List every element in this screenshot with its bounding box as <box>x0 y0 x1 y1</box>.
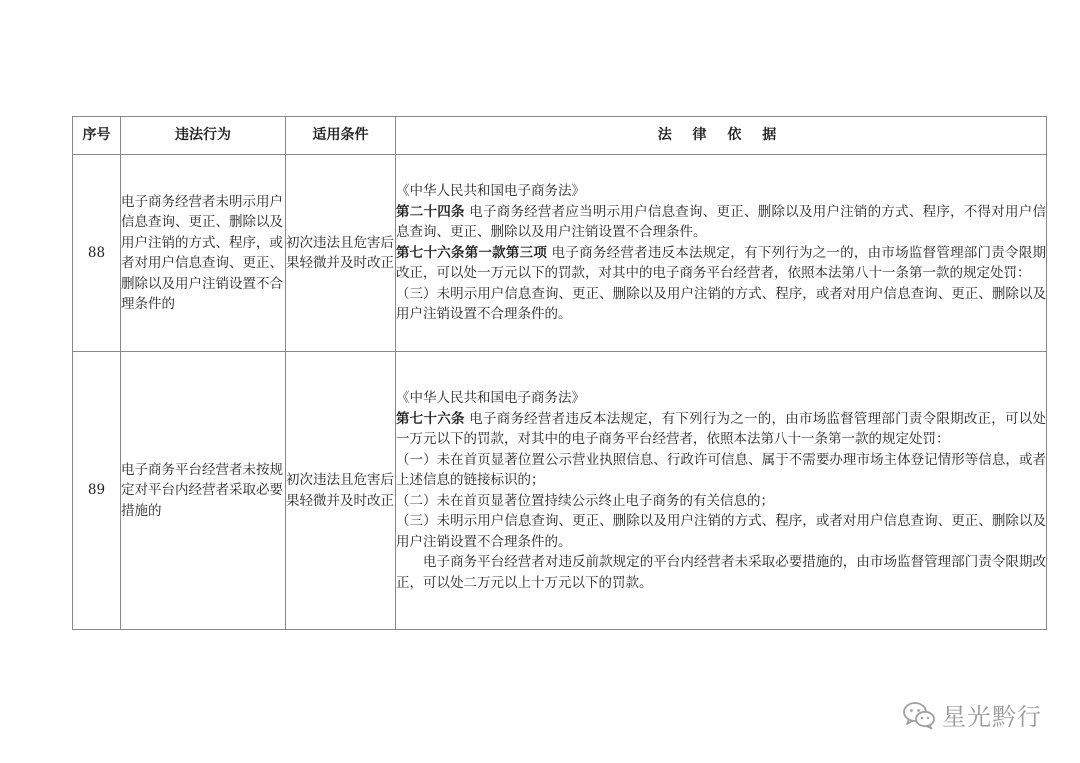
header-number: 序号 <box>73 117 121 155</box>
article-text: 电子商务经营者违反本法规定，有下列行为之一的，由市场监督管理部门责令限期改正，可以处一万元以下的罚款，对其中的电子商务平台经营者，依照本法第八十一条第一款的规定处罚： <box>396 410 1047 447</box>
watermark-text: 星光黔行 <box>942 703 1042 731</box>
article-item: （三）未明示用户信息查询、更正、删除以及用户注销的方式、程序，或者对用户信息查询、更正、删除以及用户注销设置不合理条件的。 <box>396 513 1046 550</box>
legal-basis <box>396 352 1047 630</box>
article-item: （二）未在首页显著位置持续公示终止电子商务的有关信息的； <box>396 492 774 509</box>
article-paragraph <box>396 409 1046 450</box>
law-title: 《中华人民共和国电子商务法》 <box>396 390 585 406</box>
header-violation: 违法行为 <box>121 117 286 155</box>
law-table <box>72 116 1047 630</box>
table-row <box>73 352 1047 630</box>
condition-text: 初次违法且危害后果轻微并及时改正 <box>286 352 396 630</box>
table-row <box>73 155 1047 352</box>
watermark <box>902 697 1042 732</box>
law-title: 《中华人民共和国电子商务法》 <box>396 183 585 200</box>
condition-text: 初次违法且危害后果轻微并及时改正 <box>286 155 396 352</box>
table-header-row <box>73 117 1047 155</box>
article-number: 第七十六条第一款第三项 <box>396 244 548 261</box>
article-number: 第七十六条 <box>396 410 465 427</box>
article-item: （三）未明示用户信息查询、更正、删除以及用户注销的方式、程序，或者对用户信息查询、更正、删除以及用户注销设置不合理条件的。 <box>396 285 1046 323</box>
violation-text: 电子商务平台经营者未按规定对平台内经营者采取必要措施的 <box>121 352 286 630</box>
wechat-icon <box>902 700 936 730</box>
legal-basis <box>396 155 1047 352</box>
header-legal-basis: 法 律 依 据 <box>396 117 1047 155</box>
article-paragraph <box>396 243 1046 284</box>
article-paragraph: 电子商务平台经营者对违反前款规定的平台内经营者未采取必要措施的，由市场监督管理部门责令限期改正，可以处二万元以上十万元以下的罚款。 <box>396 554 1046 591</box>
header-condition: 适用条件 <box>286 117 396 155</box>
article-text: 电子商务经营者应当明示用户信息查询、更正、删除以及用户注销的方式、程序，不得对用户信息查询、更正、删除以及用户注销设置不合理条件。 <box>396 203 1047 241</box>
row-number: 88 <box>73 155 121 352</box>
article-paragraph <box>396 202 1046 243</box>
row-number: 89 <box>73 352 121 630</box>
violation-text: 电子商务经营者未明示用户信息查询、更正、删除以及用户注销的方式、程序，或者对用户信息查询、更正、删除以及用户注销设置不合理条件的 <box>121 155 286 352</box>
article-number: 第二十四条 <box>396 203 465 220</box>
article-text: 电子商务经营者违反本法规定，有下列行为之一的，由市场监督管理部门责令限期改正，可以处一万元以下的罚款，对其中的电子商务平台经营者，依照本法第八十一条第一款的规定处罚： <box>396 244 1046 282</box>
article-item: （一）未在首页显著位置公示营业执照信息、行政许可信息、属于不需要办理市场主体登记情形等信息，或者上述信息的链接标识的； <box>396 451 1046 488</box>
